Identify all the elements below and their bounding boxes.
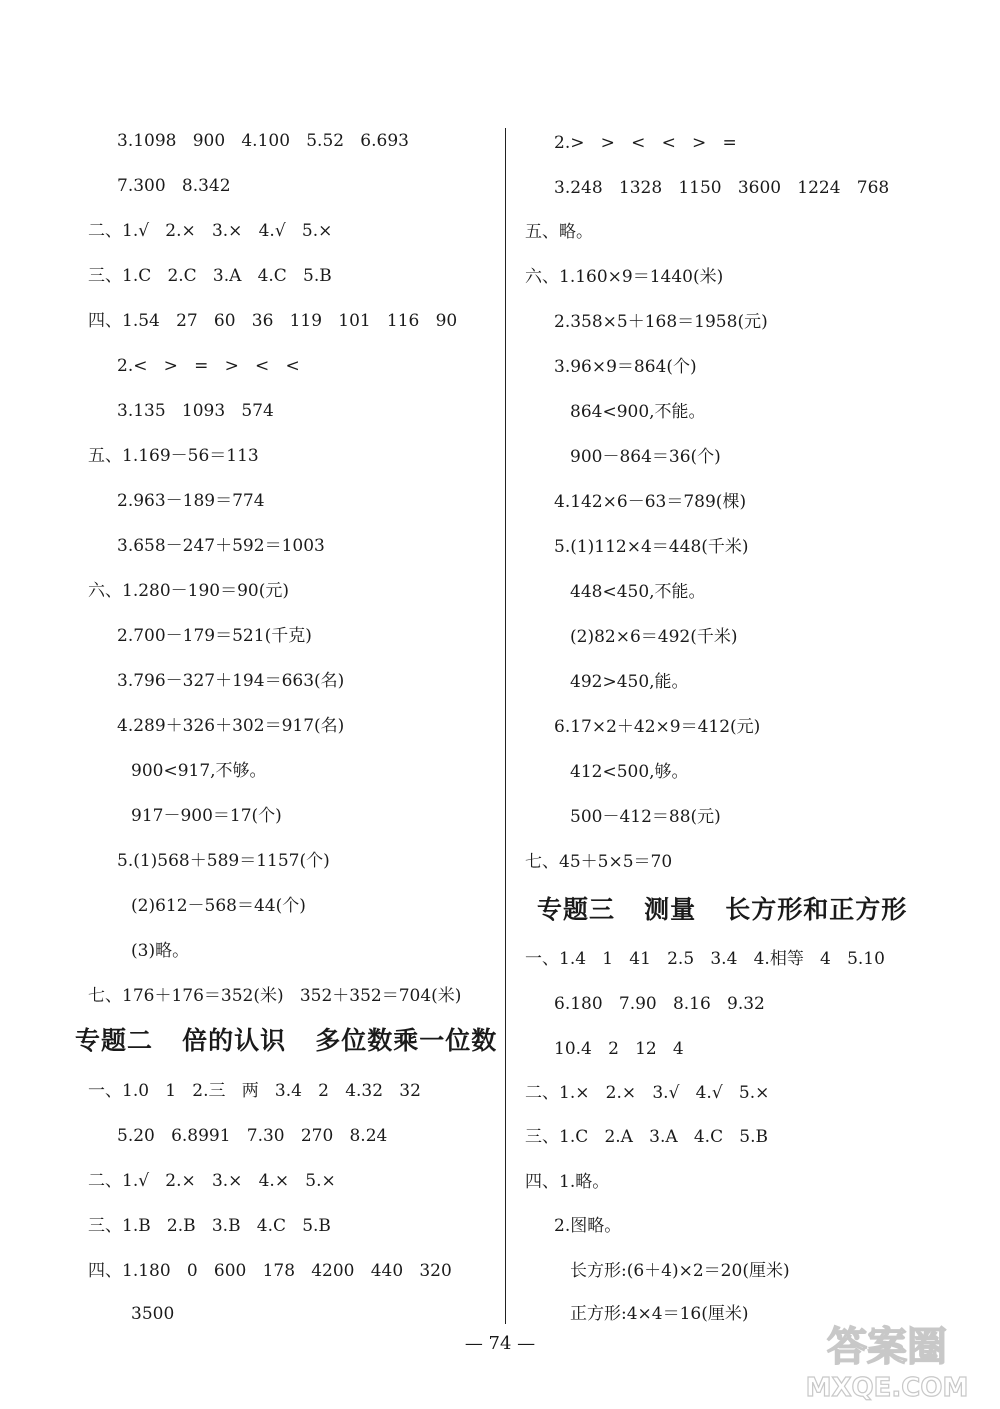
answer-line: 4.142×6－63＝789(棵) bbox=[554, 492, 747, 512]
watermark-logo bbox=[782, 1318, 992, 1403]
answer-line: 448<450,不能。 bbox=[570, 582, 706, 602]
answer-line: 3.1098 900 4.100 5.52 6.693 bbox=[117, 131, 409, 151]
answer-line: 2.358×5＋168＝1958(元) bbox=[554, 312, 768, 332]
answer-line: 2.700－179＝521(千克) bbox=[117, 626, 312, 646]
watermark-cn-text: 答案圈 bbox=[827, 1324, 947, 1370]
answer-line: 三、1.B 2.B 3.B 4.C 5.B bbox=[88, 1216, 331, 1236]
answer-line: 三、1.C 2.C 3.A 4.C 5.B bbox=[88, 266, 332, 286]
answer-line: 一、1.0 1 2.三 两 3.4 2 4.32 32 bbox=[88, 1081, 421, 1101]
answer-line: 一、1.4 1 41 2.5 3.4 4.相等 4 5.10 bbox=[525, 949, 885, 969]
answer-line: 3.96×9＝864(个) bbox=[554, 357, 697, 377]
answer-line: 5.(1)568＋589＝1157(个) bbox=[117, 851, 330, 871]
answer-line: 四、1.54 27 60 36 119 101 116 90 bbox=[88, 311, 458, 331]
answer-line: 3.658－247＋592＝1003 bbox=[117, 536, 325, 556]
answer-line: 3500 bbox=[131, 1304, 175, 1324]
answer-line: (2)82×6＝492(千米) bbox=[570, 627, 738, 647]
answer-line: 900<917,不够。 bbox=[131, 761, 267, 781]
answer-line: 2.图略。 bbox=[554, 1216, 622, 1236]
answer-line: 917－900＝17(个) bbox=[131, 806, 282, 826]
answer-line: 三、1.C 2.A 3.A 4.C 5.B bbox=[525, 1127, 769, 1147]
section-heading: 专题三 测量 长方形和正方形 bbox=[537, 895, 908, 924]
answer-line: 5.(1)112×4＝448(千米) bbox=[554, 537, 749, 557]
answer-line: 二、1.√ 2.× 3.× 4.× 5.× bbox=[88, 1171, 336, 1191]
answer-line: 5.20 6.8991 7.30 270 8.24 bbox=[117, 1126, 388, 1146]
answer-line: 2.< > = > < < bbox=[117, 356, 300, 376]
answer-line: 2.963－189＝774 bbox=[117, 491, 265, 511]
answer-line: 6.17×2＋42×9＝412(元) bbox=[554, 717, 761, 737]
answer-line: 四、1.180 0 600 178 4200 440 320 bbox=[88, 1261, 452, 1281]
answer-line: 6.180 7.90 8.16 9.32 bbox=[554, 994, 765, 1014]
answer-line: 492>450,能。 bbox=[570, 672, 689, 692]
answer-line: 3.135 1093 574 bbox=[117, 401, 274, 421]
answer-line: 412<500,够。 bbox=[570, 762, 689, 782]
answer-line: 五、略。 bbox=[525, 222, 593, 242]
answer-line: 10.4 2 12 4 bbox=[554, 1039, 684, 1059]
answer-line: 2.> > < < > = bbox=[554, 133, 737, 153]
answer-line: (3)略。 bbox=[131, 941, 190, 961]
answer-line: 六、1.160×9＝1440(米) bbox=[525, 267, 724, 287]
answer-line: 正方形:4×4＝16(厘米) bbox=[570, 1304, 749, 1324]
answer-line: 七、176＋176＝352(米) 352＋352＝704(米) bbox=[88, 986, 462, 1006]
answer-line: 900－864＝36(个) bbox=[570, 447, 721, 467]
answer-line: 四、1.略。 bbox=[525, 1172, 610, 1192]
answer-line: 500－412＝88(元) bbox=[570, 807, 721, 827]
page-number: — 74 — bbox=[464, 1333, 536, 1354]
answer-line: 七、45＋5×5＝70 bbox=[525, 852, 673, 872]
answer-line: 3.796－327＋194＝663(名) bbox=[117, 671, 345, 691]
answer-line: 3.248 1328 1150 3600 1224 768 bbox=[554, 178, 890, 198]
answer-line: 长方形:(6＋4)×2＝20(厘米) bbox=[570, 1261, 790, 1281]
answer-line: 六、1.280－190＝90(元) bbox=[88, 581, 290, 601]
answer-line: 864<900,不能。 bbox=[570, 402, 706, 422]
answer-line: 二、1.× 2.× 3.√ 4.√ 5.× bbox=[525, 1083, 770, 1103]
answer-line: 7.300 8.342 bbox=[117, 176, 231, 196]
answer-line: (2)612－568＝44(个) bbox=[131, 896, 306, 916]
watermark-en-text: MXQE.COM bbox=[805, 1373, 969, 1403]
column-divider bbox=[505, 128, 506, 1324]
section-heading: 专题二 倍的认识 多位数乘一位数 bbox=[75, 1026, 498, 1055]
answer-line: 五、1.169－56＝113 bbox=[88, 446, 259, 466]
answer-line: 二、1.√ 2.× 3.× 4.√ 5.× bbox=[88, 221, 333, 241]
answer-line: 4.289＋326＋302＝917(名) bbox=[117, 716, 345, 736]
